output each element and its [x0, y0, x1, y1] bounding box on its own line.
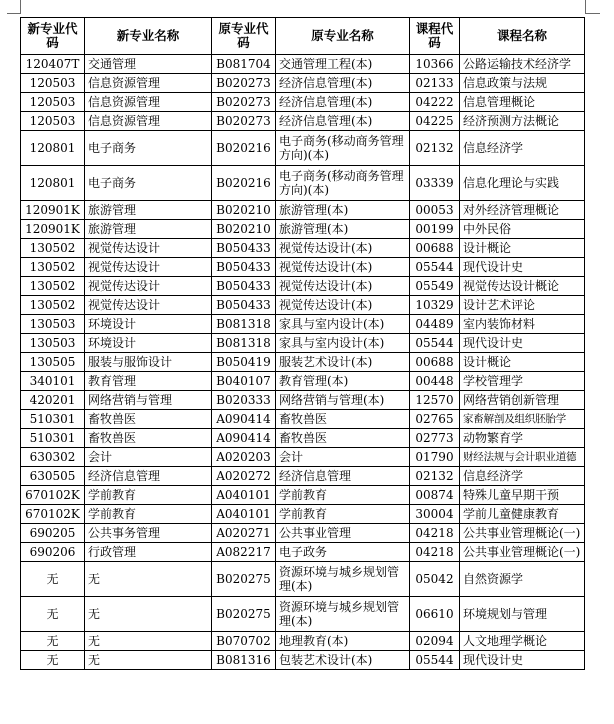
cell-old-name: 视觉传达设计(本) — [276, 296, 410, 315]
cell-course-name: 设计艺术评论 — [460, 296, 585, 315]
cell-new-code: 510301 — [21, 410, 85, 429]
cell-old-code: B020273 — [212, 112, 276, 131]
cell-old-name: 旅游管理(本) — [276, 220, 410, 239]
table-row — [21, 112, 585, 131]
cell-new-name: 行政管理 — [85, 543, 212, 562]
cell-new-code: 130502 — [21, 258, 85, 277]
cell-new-code: 120503 — [21, 74, 85, 93]
cell-course-code: 05544 — [410, 334, 460, 353]
cell-old-name: 教育管理(本) — [276, 372, 410, 391]
cell-old-name: 畜牧兽医 — [276, 410, 410, 429]
cell-old-code: A020272 — [212, 467, 276, 486]
cell-old-code: A020271 — [212, 524, 276, 543]
cell-new-code: 670102K — [21, 486, 85, 505]
table-row — [21, 505, 585, 524]
cell-new-name: 旅游管理 — [85, 220, 212, 239]
cell-new-name: 无 — [85, 632, 212, 651]
table-row — [21, 632, 585, 651]
cell-course-name: 室内装饰材料 — [460, 315, 585, 334]
header-new-name: 新专业名称 — [85, 18, 212, 55]
table-body — [21, 55, 585, 670]
course-mapping-table — [20, 17, 585, 670]
table-row — [21, 486, 585, 505]
cell-new-code: 130502 — [21, 296, 85, 315]
header-row — [21, 18, 585, 55]
cell-new-name: 无 — [85, 597, 212, 632]
table-row — [21, 166, 585, 201]
cell-course-name: 设计概论 — [460, 239, 585, 258]
header-course-name: 课程名称 — [460, 18, 585, 55]
cell-old-code: A040101 — [212, 486, 276, 505]
cell-course-code: 05549 — [410, 277, 460, 296]
cell-old-name: 视觉传达设计(本) — [276, 277, 410, 296]
cell-new-name: 环境设计 — [85, 334, 212, 353]
table-row — [21, 74, 585, 93]
cell-old-name: 电子商务(移动商务管理方向)(本) — [276, 166, 410, 201]
cell-old-name: 视觉传达设计(本) — [276, 239, 410, 258]
header-old-code: 原专业代码 — [212, 18, 276, 55]
cell-new-code: 630505 — [21, 467, 85, 486]
cell-course-code: 02132 — [410, 467, 460, 486]
cell-old-name: 公共事业管理 — [276, 524, 410, 543]
header-course-code: 课程代码 — [410, 18, 460, 55]
cell-new-code: 420201 — [21, 391, 85, 410]
cell-old-code: B081318 — [212, 334, 276, 353]
cell-new-name: 环境设计 — [85, 315, 212, 334]
cell-course-name: 公共事业管理概论(一) — [460, 543, 585, 562]
cell-old-code: A090414 — [212, 429, 276, 448]
cell-course-code: 02773 — [410, 429, 460, 448]
cell-course-code: 04222 — [410, 93, 460, 112]
table-row — [21, 467, 585, 486]
cell-old-name: 电子政务 — [276, 543, 410, 562]
cell-new-code: 670102K — [21, 505, 85, 524]
cell-course-code: 06610 — [410, 597, 460, 632]
cell-course-code: 00688 — [410, 239, 460, 258]
cell-old-code: B040107 — [212, 372, 276, 391]
cell-old-code: B020273 — [212, 93, 276, 112]
cell-course-name: 学校管理学 — [460, 372, 585, 391]
cell-new-name: 公共事务管理 — [85, 524, 212, 543]
table-row — [21, 429, 585, 448]
cell-new-name: 视觉传达设计 — [85, 277, 212, 296]
cell-old-code: B081316 — [212, 651, 276, 670]
table-row — [21, 315, 585, 334]
cell-new-name: 视觉传达设计 — [85, 296, 212, 315]
cell-old-name: 资源环境与城乡规划管理(本) — [276, 562, 410, 597]
corner-mark-right — [585, 0, 586, 14]
table-row — [21, 334, 585, 353]
cell-new-code: 130502 — [21, 239, 85, 258]
cell-new-name: 网络营销与管理 — [85, 391, 212, 410]
cell-course-name: 信息管理概论 — [460, 93, 585, 112]
cell-course-name: 信息政策与法规 — [460, 74, 585, 93]
table-row — [21, 524, 585, 543]
cell-course-code: 04225 — [410, 112, 460, 131]
cell-old-name: 经济信息管理(本) — [276, 112, 410, 131]
cell-course-code: 02094 — [410, 632, 460, 651]
cell-course-name: 信息经济学 — [460, 131, 585, 166]
cell-course-name: 环境规划与管理 — [460, 597, 585, 632]
cell-old-name: 视觉传达设计(本) — [276, 258, 410, 277]
cell-new-name: 交通管理 — [85, 55, 212, 74]
cell-new-code: 690206 — [21, 543, 85, 562]
cell-old-name: 畜牧兽医 — [276, 429, 410, 448]
cell-new-code: 510301 — [21, 429, 85, 448]
cell-old-code: A082217 — [212, 543, 276, 562]
cell-old-name: 学前教育 — [276, 505, 410, 524]
cell-course-name: 学前儿童健康教育 — [460, 505, 585, 524]
cell-course-code: 02132 — [410, 131, 460, 166]
cell-new-name: 信息资源管理 — [85, 93, 212, 112]
table-row — [21, 597, 585, 632]
table-row — [21, 201, 585, 220]
cell-new-name: 无 — [85, 651, 212, 670]
cell-old-code: B081318 — [212, 315, 276, 334]
cell-course-code: 04218 — [410, 524, 460, 543]
cell-old-code: B020333 — [212, 391, 276, 410]
cell-new-code: 130503 — [21, 334, 85, 353]
cell-new-code: 340101 — [21, 372, 85, 391]
cell-new-name: 信息资源管理 — [85, 74, 212, 93]
cell-course-code: 05042 — [410, 562, 460, 597]
header-old-name: 原专业名称 — [276, 18, 410, 55]
cell-new-name: 服装与服饰设计 — [85, 353, 212, 372]
cell-course-code: 05544 — [410, 258, 460, 277]
cell-new-name: 视觉传达设计 — [85, 239, 212, 258]
cell-course-name: 网络营销创新管理 — [460, 391, 585, 410]
cell-course-code: 01790 — [410, 448, 460, 467]
cell-course-code: 04489 — [410, 315, 460, 334]
cell-course-code: 00448 — [410, 372, 460, 391]
cell-new-code: 无 — [21, 562, 85, 597]
table-row — [21, 296, 585, 315]
cell-course-code: 00688 — [410, 353, 460, 372]
cell-new-name: 会计 — [85, 448, 212, 467]
cell-course-name: 现代设计史 — [460, 651, 585, 670]
cell-course-code: 10329 — [410, 296, 460, 315]
cell-old-name: 网络营销与管理(本) — [276, 391, 410, 410]
cell-old-code: B020275 — [212, 562, 276, 597]
cell-new-name: 电子商务 — [85, 166, 212, 201]
cell-course-code: 02133 — [410, 74, 460, 93]
cell-course-code: 00053 — [410, 201, 460, 220]
cell-old-name: 家具与室内设计(本) — [276, 315, 410, 334]
cell-course-name: 信息经济学 — [460, 467, 585, 486]
cell-old-code: B070702 — [212, 632, 276, 651]
cell-old-name: 经济信息管理(本) — [276, 74, 410, 93]
cell-new-code: 120503 — [21, 93, 85, 112]
cell-course-code: 00199 — [410, 220, 460, 239]
cell-course-name: 动物繁育学 — [460, 429, 585, 448]
cell-new-code: 630302 — [21, 448, 85, 467]
table-row — [21, 448, 585, 467]
cell-new-code: 690205 — [21, 524, 85, 543]
cell-old-code: A040101 — [212, 505, 276, 524]
cell-course-code: 04218 — [410, 543, 460, 562]
cell-old-code: A020203 — [212, 448, 276, 467]
table-row — [21, 543, 585, 562]
cell-old-name: 包装艺术设计(本) — [276, 651, 410, 670]
cell-old-code: B050433 — [212, 258, 276, 277]
cell-new-name: 无 — [85, 562, 212, 597]
cell-new-name: 经济信息管理 — [85, 467, 212, 486]
table-row — [21, 391, 585, 410]
cell-old-code: B020275 — [212, 597, 276, 632]
corner-mark-right-h — [586, 13, 600, 14]
table-row — [21, 372, 585, 391]
cell-course-name: 经济预测方法概论 — [460, 112, 585, 131]
corner-mark-left — [20, 0, 21, 14]
cell-old-code: B050419 — [212, 353, 276, 372]
cell-new-code: 无 — [21, 651, 85, 670]
table-row — [21, 651, 585, 670]
cell-old-name: 服装艺术设计(本) — [276, 353, 410, 372]
cell-course-name: 视觉传达设计概论 — [460, 277, 585, 296]
table-row — [21, 131, 585, 166]
cell-old-code: B050433 — [212, 296, 276, 315]
cell-old-name: 资源环境与城乡规划管理(本) — [276, 597, 410, 632]
cell-new-code: 120407T — [21, 55, 85, 74]
cell-course-name: 现代设计史 — [460, 258, 585, 277]
cell-course-code: 12570 — [410, 391, 460, 410]
cell-new-name: 学前教育 — [85, 505, 212, 524]
cell-old-code: B020210 — [212, 201, 276, 220]
table-row — [21, 353, 585, 372]
table-row — [21, 562, 585, 597]
cell-course-name: 设计概论 — [460, 353, 585, 372]
table-row — [21, 258, 585, 277]
cell-old-name: 经济信息管理(本) — [276, 93, 410, 112]
cell-old-name: 旅游管理(本) — [276, 201, 410, 220]
cell-course-name: 现代设计史 — [460, 334, 585, 353]
cell-new-code: 130502 — [21, 277, 85, 296]
table-header — [21, 18, 585, 55]
cell-new-name: 畜牧兽医 — [85, 410, 212, 429]
cell-course-name: 中外民俗 — [460, 220, 585, 239]
cell-new-name: 教育管理 — [85, 372, 212, 391]
cell-old-code: B020273 — [212, 74, 276, 93]
cell-old-code: B050433 — [212, 239, 276, 258]
cell-course-code: 03339 — [410, 166, 460, 201]
cell-new-code: 120503 — [21, 112, 85, 131]
table-row — [21, 277, 585, 296]
cell-old-code: B020216 — [212, 166, 276, 201]
cell-course-code: 05544 — [410, 651, 460, 670]
header-new-code: 新专业代码 — [21, 18, 85, 55]
cell-old-name: 家具与室内设计(本) — [276, 334, 410, 353]
cell-course-name: 公路运输技术经济学 — [460, 55, 585, 74]
cell-old-name: 地理教育(本) — [276, 632, 410, 651]
cell-new-code: 无 — [21, 597, 85, 632]
cell-course-name: 自然资源学 — [460, 562, 585, 597]
cell-old-name: 会计 — [276, 448, 410, 467]
table-row — [21, 239, 585, 258]
table-row — [21, 55, 585, 74]
cell-new-name: 旅游管理 — [85, 201, 212, 220]
cell-course-name: 公共事业管理概论(一) — [460, 524, 585, 543]
cell-course-code: 02765 — [410, 410, 460, 429]
cell-old-name: 经济信息管理 — [276, 467, 410, 486]
cell-old-name: 电子商务(移动商务管理方向)(本) — [276, 131, 410, 166]
cell-old-code: A090414 — [212, 410, 276, 429]
cell-course-name: 信息化理论与实践 — [460, 166, 585, 201]
cell-new-code: 无 — [21, 632, 85, 651]
cell-old-name: 交通管理工程(本) — [276, 55, 410, 74]
cell-new-name: 畜牧兽医 — [85, 429, 212, 448]
table-row — [21, 93, 585, 112]
cell-new-name: 学前教育 — [85, 486, 212, 505]
cell-old-code: B020210 — [212, 220, 276, 239]
cell-course-name: 对外经济管理概论 — [460, 201, 585, 220]
cell-course-code: 30004 — [410, 505, 460, 524]
cell-old-code: B020216 — [212, 131, 276, 166]
cell-new-code: 120901K — [21, 220, 85, 239]
cell-new-name: 电子商务 — [85, 131, 212, 166]
cell-new-code: 120901K — [21, 201, 85, 220]
cell-old-code: B050433 — [212, 277, 276, 296]
cell-course-code: 00874 — [410, 486, 460, 505]
cell-course-code: 10366 — [410, 55, 460, 74]
cell-new-code: 130505 — [21, 353, 85, 372]
table-row — [21, 410, 585, 429]
cell-old-code: B081704 — [212, 55, 276, 74]
cell-course-name: 财经法规与会计职业道德 — [460, 448, 585, 467]
cell-new-name: 信息资源管理 — [85, 112, 212, 131]
table-row — [21, 220, 585, 239]
cell-new-code: 130503 — [21, 315, 85, 334]
cell-course-name: 家畜解剖及组织胚胎学 — [460, 410, 585, 429]
cell-new-code: 120801 — [21, 166, 85, 201]
cell-old-name: 学前教育 — [276, 486, 410, 505]
cell-new-code: 120801 — [21, 131, 85, 166]
corner-mark-left-h — [7, 13, 21, 14]
cell-new-name: 视觉传达设计 — [85, 258, 212, 277]
cell-course-name: 特殊儿童早期干预 — [460, 486, 585, 505]
cell-course-name: 人文地理学概论 — [460, 632, 585, 651]
